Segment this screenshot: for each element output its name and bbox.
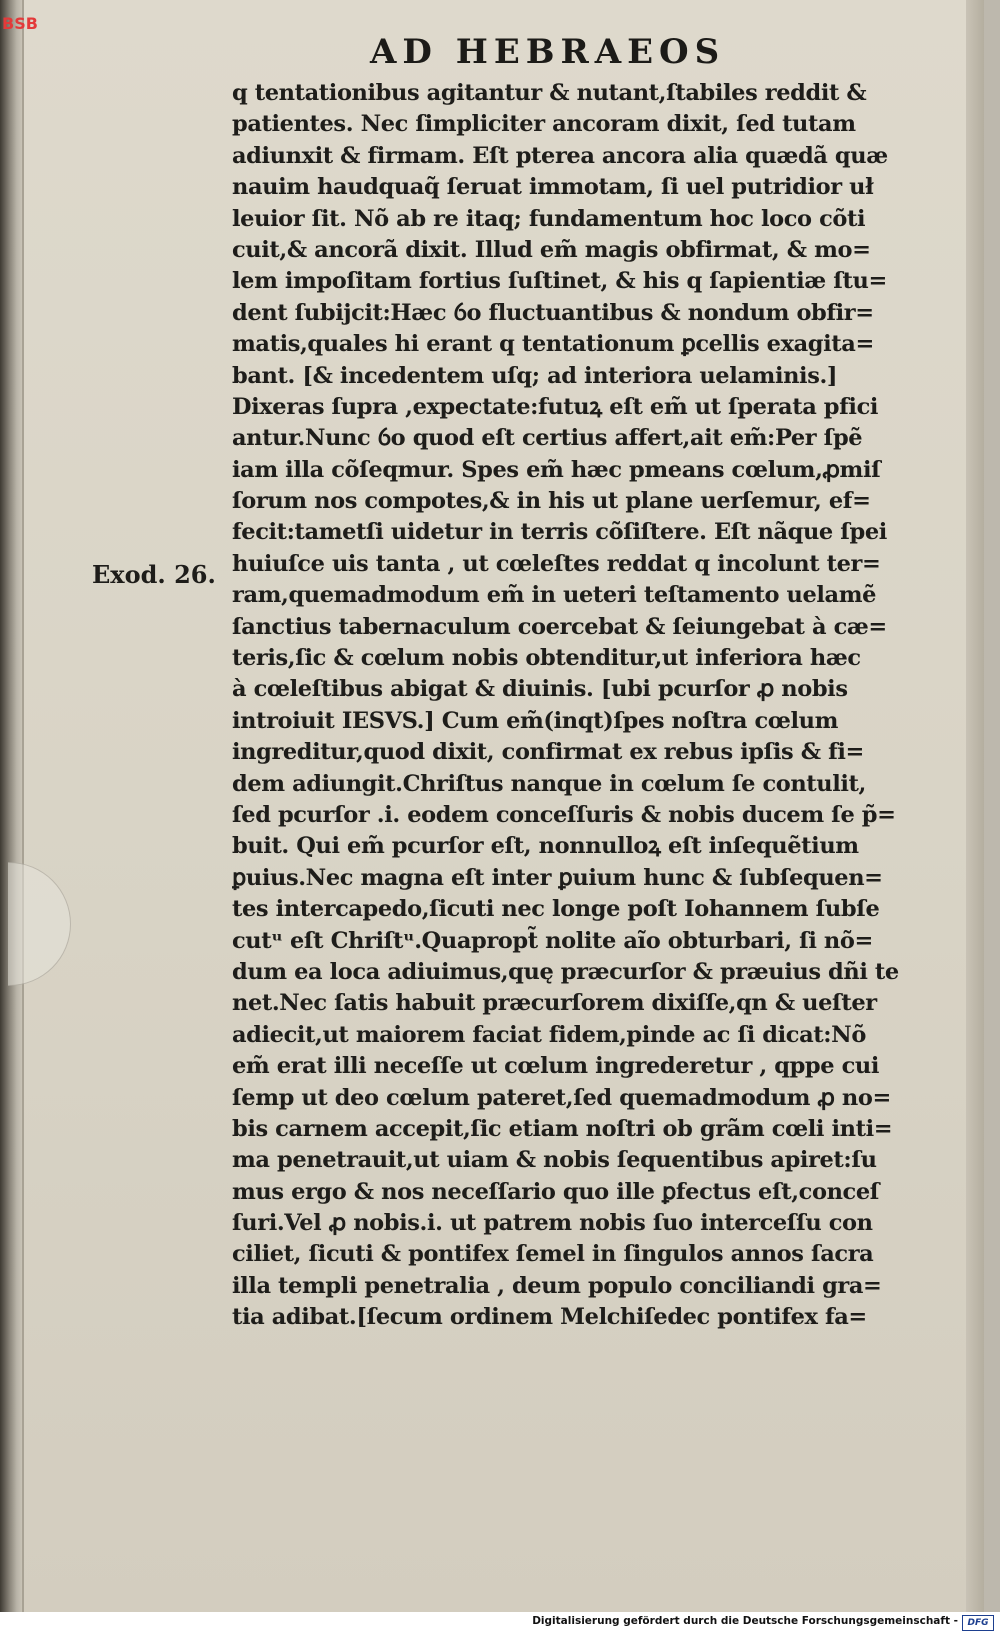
text-line: patientes. Nec ſimpliciter ancoram dixit, ſed tutam xyxy=(232,111,856,138)
text-line: ſemp ut deo cœlum pateret,ſed quemadmodum ꝓ no= xyxy=(232,1084,891,1111)
text-line: lem impoſitam fortius ſuſtinet, & his q ſapientiæ ſtu= xyxy=(232,268,887,295)
text-line: introiuit IESVS.] Cum em̃(inqt)ſpes noſtra cœlum xyxy=(232,707,839,734)
dfg-logo: DFG xyxy=(962,1615,994,1631)
text-line: leuior ſit. Nõ ab re itaq; fundamentum hoc loco cõti xyxy=(232,205,866,232)
text-line: ſorum nos compotes,& in his ut plane uerſemur, ef= xyxy=(232,488,871,515)
text-line: illa templi penetralia , deum populo conciliandi gra= xyxy=(232,1272,882,1299)
text-line: ingreditur,quod dixit, confirmat ex rebus ipſis & fi= xyxy=(232,739,864,766)
text-line: ſanctius tabernaculum coercebat & ſeiungebat à cæ= xyxy=(232,613,887,640)
text-line: antur.Nunc ỽo quod eſt certius affert,ait em̃:Per ſpẽ xyxy=(232,425,863,452)
text-line: adiunxit & firmam. Eſt pterea ancora alia quædã quæ xyxy=(232,142,888,169)
text-line: ſuri.Vel ꝓ nobis.i. ut patrem nobis ſuo interceſſu con xyxy=(232,1210,873,1237)
margin-note: Exod. 26. xyxy=(92,560,216,589)
text-line: dent ſubijcit:Hæc ỽo fluctuantibus & nondum obfir= xyxy=(232,299,874,326)
text-line: huiuſce uis tanta , ut cœleſtes reddat q incolunt ter= xyxy=(232,550,881,577)
library-stamp: BSB xyxy=(2,14,38,33)
text-line: dem adiungit.Chriſtus nanque in cœlum ſe contulit, xyxy=(232,770,866,797)
text-line: ram,quemadmodum em̃ in ueteri teſtamento uelamẽ xyxy=(232,582,877,609)
text-line: cutᵘ eſt Chriſtᵘ.Quapropt̃ nolite aĩo obturbari, ſi nõ= xyxy=(232,927,873,954)
footer-credit: Digitalisierung gefördert durch die Deutsche Forschungsgemeinschaft - xyxy=(532,1615,958,1627)
book-spine-edge xyxy=(0,0,24,1612)
text-line: matis,quales hi erant q tentationum ꝑcellis exagita= xyxy=(232,331,874,358)
text-line: buit. Qui em̃ pcurſor eſt, nonnulloꝝ eſt inſequẽtium xyxy=(232,833,859,860)
text-line: ma penetrauit,ut uiam & nobis ſequentibus apiret:ſu xyxy=(232,1147,877,1174)
text-line: bis carnem accepit,ſic etiam noſtri ob grãm cœli inti= xyxy=(232,1115,893,1142)
text-line: cuit,& ancorã dixit. Illud em̃ magis obfirmat, & mo= xyxy=(232,236,871,263)
text-line: à cœleſtibus abigat & diuinis. [ubi pcurſor ꝓ nobis xyxy=(232,676,848,703)
text-line: q tentationibus agitantur & nutant,ſtabiles reddit & xyxy=(232,80,867,106)
text-line: tia adibat.[ſecum ordinem Melchiſedec pontifex fa= xyxy=(232,1304,867,1331)
text-line: nauim haudquaq̃ ſeruat immotam, ſi uel putridior uł xyxy=(232,174,874,201)
text-line: mus ergo & nos neceſſario quo ille ꝑfectus eſt,conceſ xyxy=(232,1178,880,1205)
footer-bar xyxy=(0,1612,1000,1633)
text-line: Dixeras ſupra ,expectate:futuꝝ eſt em̃ ut ſperata pfici xyxy=(232,393,879,420)
page-body-text xyxy=(232,78,932,1334)
text-line: tes intercapedo,ſicuti nec longe poſt Iohannem ſubſe xyxy=(232,896,880,923)
text-line: net.Nec ſatis habuit præcurſorem dixiſſe,qn & ueſter xyxy=(232,990,877,1017)
text-line: ciliet, ſicuti & pontifex ſemel in ſingulos annos ſacra xyxy=(232,1241,874,1268)
text-line: em̃ erat illi neceſſe ut cœlum ingrederetur , qppe cui xyxy=(232,1053,879,1080)
text-line: fecit:tametſi uidetur in terris cõſiſtere. Eſt nãque ſpei xyxy=(232,519,887,546)
text-line: adiecit,ut maiorem faciat fidem,pinde ac ſi dicat:Nõ xyxy=(232,1021,866,1048)
text-line: ꝑuius.Nec magna eſt inter ꝑuium hunc & ſubſequen= xyxy=(232,864,883,891)
text-line: ſed pcurſor .i. eodem conceſſuris & nobis ducem ſe p̃= xyxy=(232,801,896,828)
text-line: dum ea loca adiuimus,quę præcurſor & præuius dñi te xyxy=(232,958,899,985)
text-line: teris,ſic & cœlum nobis obtenditur,ut inferiora hæc xyxy=(232,645,861,672)
text-line: bant. [& incedentem uſq; ad interiora uelaminis.] xyxy=(232,362,838,389)
page-shadow xyxy=(966,0,984,1612)
text-line: iam illa cõſeqmur. Spes em̃ hæc pmeans cœlum,ꝓmiſ xyxy=(232,456,881,483)
running-header: AD HEBRAEOS xyxy=(370,32,726,72)
